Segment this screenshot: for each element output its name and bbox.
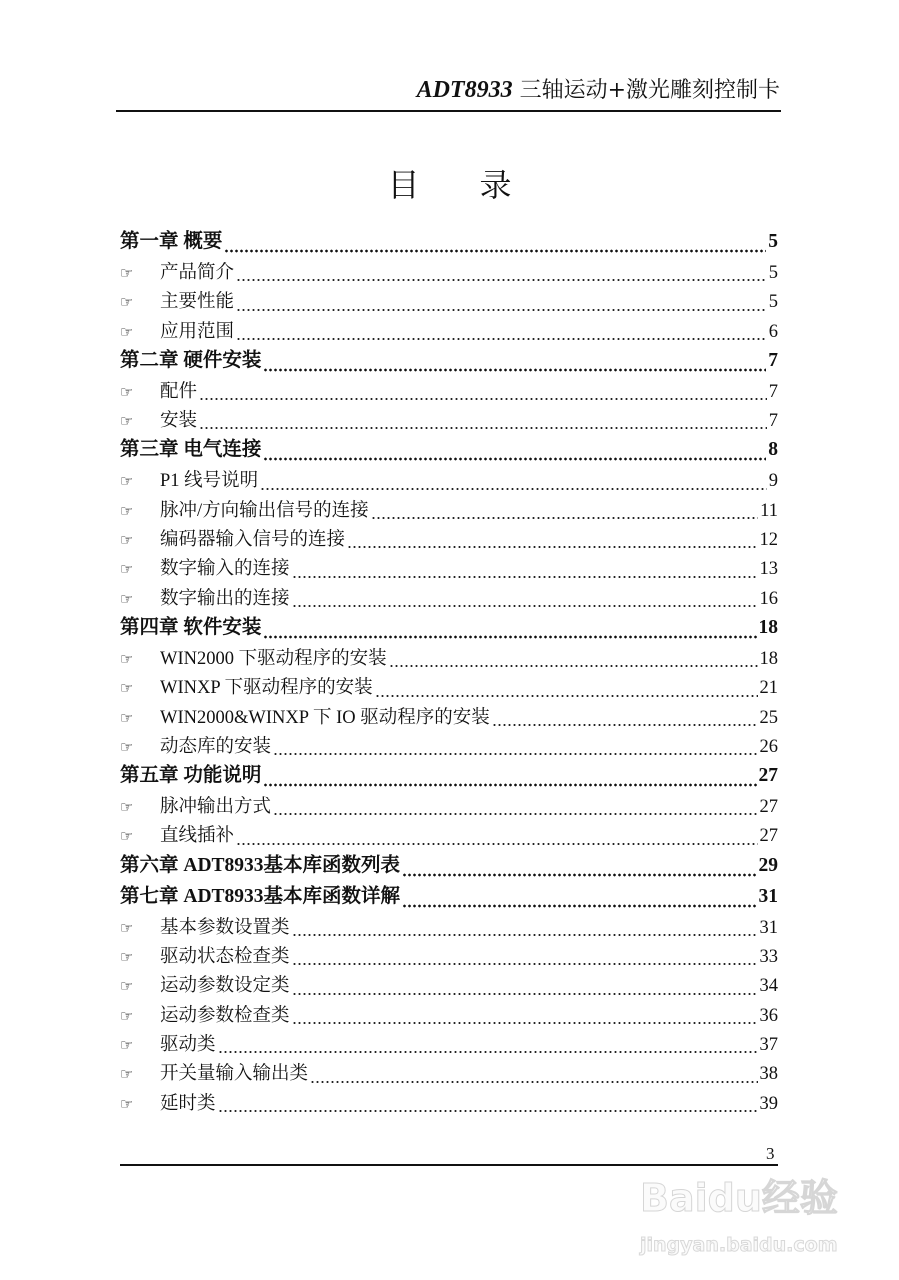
page-title: 目录 xyxy=(387,166,572,204)
toc-label: 产品简介 xyxy=(160,263,235,283)
header-rule xyxy=(116,110,781,112)
dot-leader xyxy=(236,337,767,341)
dot-leader xyxy=(371,516,759,520)
pointing-hand-icon: ☞ xyxy=(120,1006,134,1025)
toc-item-entry[interactable] xyxy=(120,409,778,438)
dot-leader xyxy=(273,752,757,756)
baidu-watermark xyxy=(640,1176,890,1276)
pointing-hand-icon: ☞ xyxy=(120,918,134,937)
toc-page-number: 13 xyxy=(759,559,778,580)
toc-chapter-entry[interactable] xyxy=(120,885,778,916)
toc-label: 动态库的安装 xyxy=(160,736,272,757)
toc-chapter-entry[interactable] xyxy=(120,438,778,469)
toc-label: 数字输入的连接 xyxy=(160,559,290,580)
dot-leader xyxy=(236,308,767,312)
toc-label: 安装 xyxy=(160,411,198,432)
toc-page-number: 18 xyxy=(759,648,778,669)
dot-leader xyxy=(263,783,756,787)
toc-item-entry[interactable] xyxy=(120,676,778,705)
toc-item-entry[interactable] xyxy=(120,824,778,853)
header-model: ADT8933 xyxy=(416,77,513,103)
toc-page-number: 39 xyxy=(759,1093,778,1114)
dot-leader xyxy=(199,397,767,401)
toc-page-number: 31 xyxy=(758,885,778,907)
toc-page-number: 8 xyxy=(768,439,778,461)
toc-label: 配件 xyxy=(160,381,198,402)
dot-leader xyxy=(375,694,758,698)
toc-page-number: 27 xyxy=(759,797,778,818)
pointing-hand-icon: ☞ xyxy=(120,589,134,608)
running-header xyxy=(116,76,780,105)
toc-page-number: 5 xyxy=(768,292,778,313)
toc-label: 第一章 概要 xyxy=(120,231,223,252)
toc-page-number: 27 xyxy=(759,826,778,847)
toc-page-number: 31 xyxy=(759,917,778,938)
toc-item-entry[interactable] xyxy=(120,499,778,528)
toc-label: 第六章 ADT8933基本库函数列表 xyxy=(120,854,401,876)
dot-leader xyxy=(292,1021,758,1025)
pointing-hand-icon: ☞ xyxy=(120,708,134,727)
toc-label: 主要性能 xyxy=(160,292,235,313)
toc-item-entry[interactable] xyxy=(120,261,778,290)
toc-chapter-entry[interactable] xyxy=(120,764,778,795)
toc-label: 第三章 电气连接 xyxy=(120,439,262,461)
pointing-hand-icon: ☞ xyxy=(120,977,134,996)
dot-leader xyxy=(263,368,766,372)
toc-item-entry[interactable] xyxy=(120,1062,778,1091)
pointing-hand-icon: ☞ xyxy=(120,412,134,431)
toc-label: 数字输出的连接 xyxy=(160,588,290,609)
dot-leader xyxy=(292,933,758,937)
toc-label: 应用范围 xyxy=(160,321,235,342)
toc-item-entry[interactable] xyxy=(120,587,778,616)
toc-item-entry[interactable] xyxy=(120,916,778,945)
toc-label: 驱动状态检查类 xyxy=(160,947,290,968)
dot-leader xyxy=(310,1080,757,1084)
dot-leader xyxy=(260,487,767,491)
toc-chapter-entry[interactable] xyxy=(120,854,778,885)
header-subtitle: 三轴运动+激光雕刻控制卡 xyxy=(519,78,780,103)
table-of-contents xyxy=(120,230,778,1121)
pointing-hand-icon: ☞ xyxy=(120,531,134,550)
page-number: 3 xyxy=(766,1144,775,1163)
pointing-hand-icon: ☞ xyxy=(120,264,134,282)
pointing-hand-icon: ☞ xyxy=(120,1094,134,1113)
dot-leader xyxy=(292,992,758,996)
dot-leader xyxy=(492,723,758,727)
toc-label: 第五章 功能说明 xyxy=(120,765,262,787)
toc-item-entry[interactable] xyxy=(120,1004,778,1033)
toc-label: 第二章 硬件安装 xyxy=(120,349,262,371)
toc-page-number: 27 xyxy=(758,765,778,787)
toc-label: WIN2000&WINXP 下 IO 驱动程序的安装 xyxy=(160,707,490,728)
toc-page-number: 21 xyxy=(759,678,778,699)
dot-leader xyxy=(389,664,758,668)
pointing-hand-icon: ☞ xyxy=(120,293,134,312)
dot-leader xyxy=(292,604,758,608)
toc-label: P1 线号说明 xyxy=(160,471,259,492)
pointing-hand-icon: ☞ xyxy=(120,679,134,698)
toc-item-entry[interactable] xyxy=(120,469,778,498)
toc-item-entry[interactable] xyxy=(120,1033,778,1062)
toc-label: 直线插补 xyxy=(160,826,235,847)
dot-leader xyxy=(402,904,756,908)
toc-item-entry[interactable] xyxy=(120,1092,778,1121)
pointing-hand-icon: ☞ xyxy=(120,501,134,520)
toc-item-entry[interactable] xyxy=(120,290,778,319)
toc-page-number: 7 xyxy=(768,411,778,432)
watermark-url: jingyan.baidu.com xyxy=(640,1234,838,1256)
toc-label: 第七章 ADT8933基本库函数详解 xyxy=(120,885,401,907)
toc-page-number: 6 xyxy=(768,321,778,342)
toc-item-entry[interactable] xyxy=(120,528,778,557)
toc-page-number: 5 xyxy=(768,231,778,252)
toc-label: 脉冲输出方式 xyxy=(160,797,272,818)
toc-page-number: 16 xyxy=(759,588,778,609)
toc-chapter-entry[interactable] xyxy=(120,349,778,380)
toc-page-number: 29 xyxy=(758,854,778,876)
toc-label: 脉冲/方向输出信号的连接 xyxy=(160,500,369,521)
pointing-hand-icon: ☞ xyxy=(120,560,134,579)
pointing-hand-icon: ☞ xyxy=(120,322,134,341)
pointing-hand-icon: ☞ xyxy=(120,737,134,756)
dot-leader xyxy=(199,426,767,430)
pointing-hand-icon: ☞ xyxy=(120,1035,134,1054)
toc-label: 开关量输入输出类 xyxy=(160,1064,309,1085)
toc-label: 第四章 软件安装 xyxy=(120,616,262,638)
toc-label: 运动参数设定类 xyxy=(160,976,290,997)
dot-leader xyxy=(292,575,758,579)
dot-leader xyxy=(263,635,756,639)
pointing-hand-icon: ☞ xyxy=(120,382,134,401)
toc-page-number: 37 xyxy=(759,1034,778,1055)
toc-page-number: 34 xyxy=(759,976,778,997)
dot-leader xyxy=(292,962,758,966)
pointing-hand-icon: ☞ xyxy=(120,827,134,846)
dot-leader xyxy=(273,812,757,816)
toc-item-entry[interactable] xyxy=(120,795,778,824)
toc-label: 基本参数设置类 xyxy=(160,917,290,938)
toc-page-number: 7 xyxy=(768,381,778,402)
toc-page-number: 11 xyxy=(760,500,778,521)
toc-page-number: 18 xyxy=(758,616,778,638)
toc-page-number: 33 xyxy=(759,947,778,968)
toc-chapter-entry[interactable] xyxy=(120,230,778,261)
toc-label: 延时类 xyxy=(160,1093,216,1114)
dot-leader xyxy=(218,1109,758,1113)
dot-leader xyxy=(236,842,757,846)
pointing-hand-icon: ☞ xyxy=(120,1065,134,1084)
toc-label: WIN2000 下驱动程序的安装 xyxy=(160,648,387,669)
toc-page-number: 5 xyxy=(768,263,778,283)
dot-leader xyxy=(402,873,756,877)
toc-item-entry[interactable] xyxy=(120,380,778,409)
toc-item-entry[interactable] xyxy=(120,557,778,586)
dot-leader xyxy=(224,249,766,253)
toc-item-entry[interactable] xyxy=(120,945,778,974)
toc-page-number: 9 xyxy=(768,471,778,492)
toc-page-number: 25 xyxy=(759,707,778,728)
toc-item-entry[interactable] xyxy=(120,706,778,735)
toc-item-entry[interactable] xyxy=(120,735,778,764)
toc-page-number: 36 xyxy=(759,1005,778,1026)
toc-label: WINXP 下驱动程序的安装 xyxy=(160,678,373,699)
pointing-hand-icon: ☞ xyxy=(120,948,134,967)
footer-rule xyxy=(120,1164,778,1166)
toc-label: 驱动类 xyxy=(160,1034,216,1055)
toc-label: 运动参数检查类 xyxy=(160,1005,290,1026)
toc-page-number: 26 xyxy=(759,736,778,757)
toc-label: 编码器输入信号的连接 xyxy=(160,530,346,551)
toc-page-number: 38 xyxy=(759,1064,778,1085)
toc-item-entry[interactable] xyxy=(120,974,778,1003)
toc-page-number: 12 xyxy=(759,530,778,551)
dot-leader xyxy=(263,457,766,461)
toc-item-entry[interactable] xyxy=(120,320,778,349)
pointing-hand-icon: ☞ xyxy=(120,798,134,817)
pointing-hand-icon: ☞ xyxy=(120,649,134,668)
toc-page-number: 7 xyxy=(768,349,778,371)
watermark-brand: Baidu经验 xyxy=(640,1176,838,1220)
dot-leader xyxy=(218,1050,758,1054)
toc-item-entry[interactable] xyxy=(120,647,778,676)
toc-chapter-entry[interactable] xyxy=(120,616,778,647)
dot-leader xyxy=(347,545,757,549)
pointing-hand-icon: ☞ xyxy=(120,472,134,491)
dot-leader xyxy=(236,278,767,282)
